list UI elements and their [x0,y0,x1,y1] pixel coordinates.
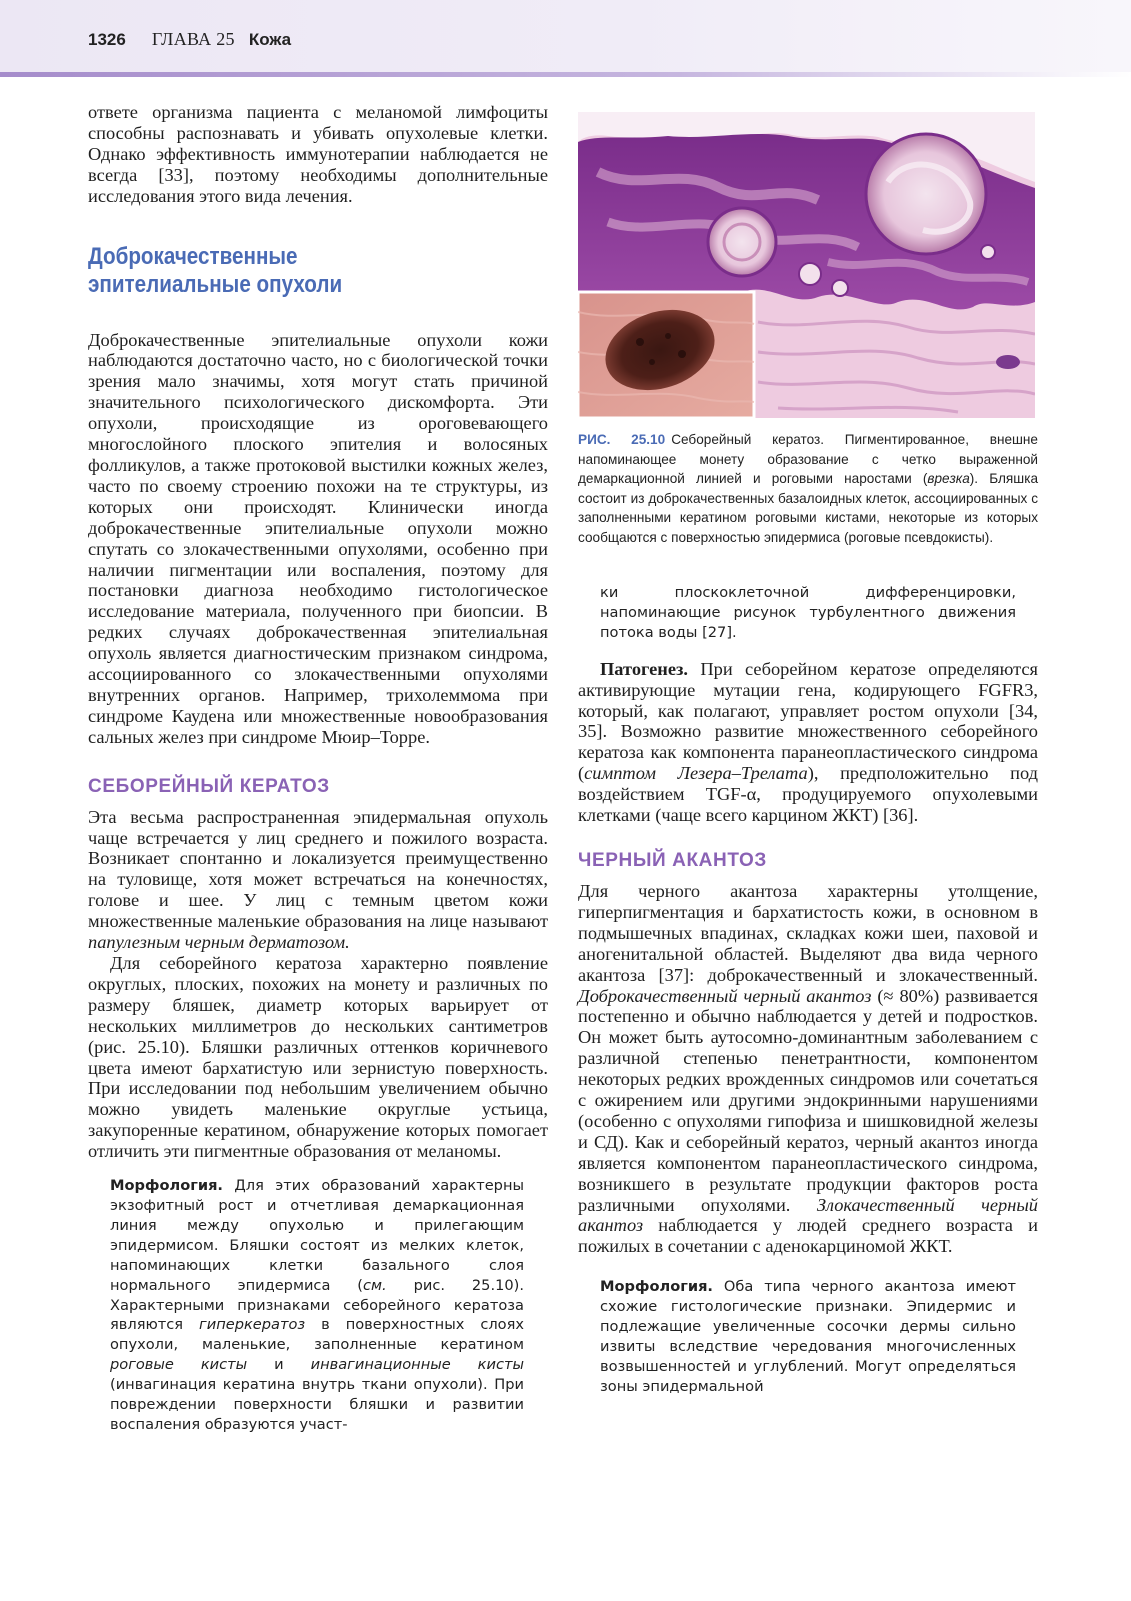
chapter-title: Кожа [248,30,292,49]
morphology-continuation: ки плоскоклеточной дифференцировки, напоминающие рисунок турбулентного движения потока воды [27]. [600,584,1016,641]
heading-line-2: эпителиальные опухоли [88,270,343,298]
pathogenesis-paragraph: Патогенез. При себорейном кератозе определяются активирующие мутации гена, кодирующего FGFR3, который, как полагают, управляет ростом опухоли [34, 35]. Возможно развитие множественного себорейного кератоза как компонента паранеопластического синдрома (симптом Лезера–Трелата), предположительно под воздействием TGF-α, продуцируемого опухолевыми клетками (чаще всего карцином ЖКТ) [36]. [578,658,1038,826]
intro-paragraph: ответе организма пациента с меланомой лимфоциты способны распознавать и убивать опухолевые клетки. Однако эффективность иммунотерапии наблюдается не всегда [33], поэтому необходимы дополнительные исследования этого вида лечения. [88,102,548,206]
section-heading [88,243,484,299]
morphology-text: Морфология. Для этих образований характерны экзофитный рост и отчетливая демаркационная линия между опухолью и прилегающим эпидермисом. Бляшки состоят из мелких клеток, напоминающих клетки базального слоя нормального эпидермиса (см. рис. 25.10). Характерными признаками себорейного кератоза являются гиперкератоз в поверхностных слоях опухоли, маленькие, заполненные кератином роговые кисты и инвагинационные кисты (инвагинация кератина внутрь ткани опухоли). При повреждении поверхности бляшки и развитии воспаления образуются участ- [110,1177,525,1433]
header-text [88,29,291,50]
histology-micrograph-icon [578,112,1035,418]
chapter-label: ГЛАВА 25 [151,29,235,49]
sk-paragraph-1: Эта весьма распространенная эпидермальная опухоль чаще встречается у лиц среднего и пожилого возраста. Возникает спонтанно и локализуется преимущественно на туловище, хотя может встречаться на конечностях, голове и шее. У лиц с темным цветом кожи множественные маленькие образования на лице называют папулезным черным дерматозом. [88,806,548,953]
left-column [88,102,548,1435]
figure-label: РИС. 25.10 [578,432,666,447]
right-column [578,583,1038,1397]
sk-heading: СЕБОРЕЙНЫЙ КЕРАТОЗ [88,775,330,797]
figure-caption: РИС. 25.10 Себорейный кератоз. Пигментированное, внешне напоминающее монету образование с четко выраженной демаркационной линией и роговыми наростами (врезка). Бляшка состоит из доброкачественных базалоидных клеток, ассоциированных с заполненными кератином роговыми кистами, некоторые из которых сообщаются с поверхностью эпидермиса (роговые псевдокисты). [578,432,1038,545]
acanthosis-paragraph: Для черного акантоза характерны утолщение, гиперпигментация и бархатистость кожи, в основном в подмышечных впадинах, складках кожи шеи, паховой и аногенитальной областей. Выделяют два вида черного акантоза [37]: доброкачественный и злокачественный. Доброкачественный черный акантоз (≈ 80%) развивается постепенно и обычно наблюдается у детей и подростков. Он может быть аутосомно-доминантным заболеванием с различной степенью пенетрантности, компонентом некоторых редких врожденных синдромов или сочетаться с ожирением или другими эндокринными нарушениями (особенно с опухолями гипофиза и шишковидной железы и СД). Как и себорейный кератоз, черный акантоз иногда является компонентом паранеопластического синдрома, возникшего в результате продукции факторов роста различными опухолями. Злокачественный черный акантоз наблюдается у людей среднего возраста и пожилых в сочетании с аденокарциномой ЖКТ. [578,880,1039,1257]
heading-line-1: Доброкачественные [88,242,298,270]
morphology-text-2: Морфология. Оба типа черного акантоза имеют схожие гистологические признаки. Эпидермис и подлежащие увеличенные сосочки дермы сильно извиты вследствие чередования многочисленных возвышенностей и углублений. Могут определяться зоны эпидермальной [600,1278,1017,1395]
morphology-block [88,1176,548,1435]
histology-figure [578,112,1035,418]
morphology-block-2 [578,1277,1038,1396]
acanthosis-heading: ЧЕРНЫЙ АКАНТОЗ [578,849,767,871]
sk-paragraph-2: Для себорейного кератоза характерно появление округлых, плоских, похожих на монету и различных по размеру бляшек, диаметр которых варьирует от нескольких миллиметров до нескольких сантиметров (рис. 25.10). Бляшки различных оттенков коричневого цвета имеют бархатистую или зернистую поверхность. При исследовании под небольшим увеличением обычно можно увидеть маленькие округлые устьица, закупоренные кератином, обнаружение которых помогает отличить эти пигментные образования от меланомы. [88,953,548,1162]
page-number: 1326 [88,30,126,49]
sk-term-italic: папулезным черным дерматозом. [88,932,350,953]
benign-paragraph: Доброкачественные эпителиальные опухоли кожи наблюдаются достаточно часто, но с биологической точки зрения мало значимы, хотя могут стать причиной значительного психологического дискомфорта. Эти опухоли, происходящие из ороговевающего многослойного плоского эпителия и волосяных фолликулов, а также протоковой выстилки кожных желез, часто по своему строению похожи на те структуры, из которых они происходят. Клинически иногда доброкачественные эпителиальные опухоли можно спутать со злокачественными опухолями, особенно при наличии пигментации или воспаления, поэтому для постановки диагноза необходимо гистологическое исследование материала, полученного при биопсии. В редких случаях доброкачественная эпителиальная опухоль является диагностическим признаком синдрома, ассоциированного со злокачественными опухолями внутренних органов. Например, трихолеммома при синдроме Каудена или множественные новообразования сальных желез при синдроме Мюир–Торре. [88,329,548,747]
header-rule [0,72,1131,77]
figure-caption-block [578,430,1038,548]
